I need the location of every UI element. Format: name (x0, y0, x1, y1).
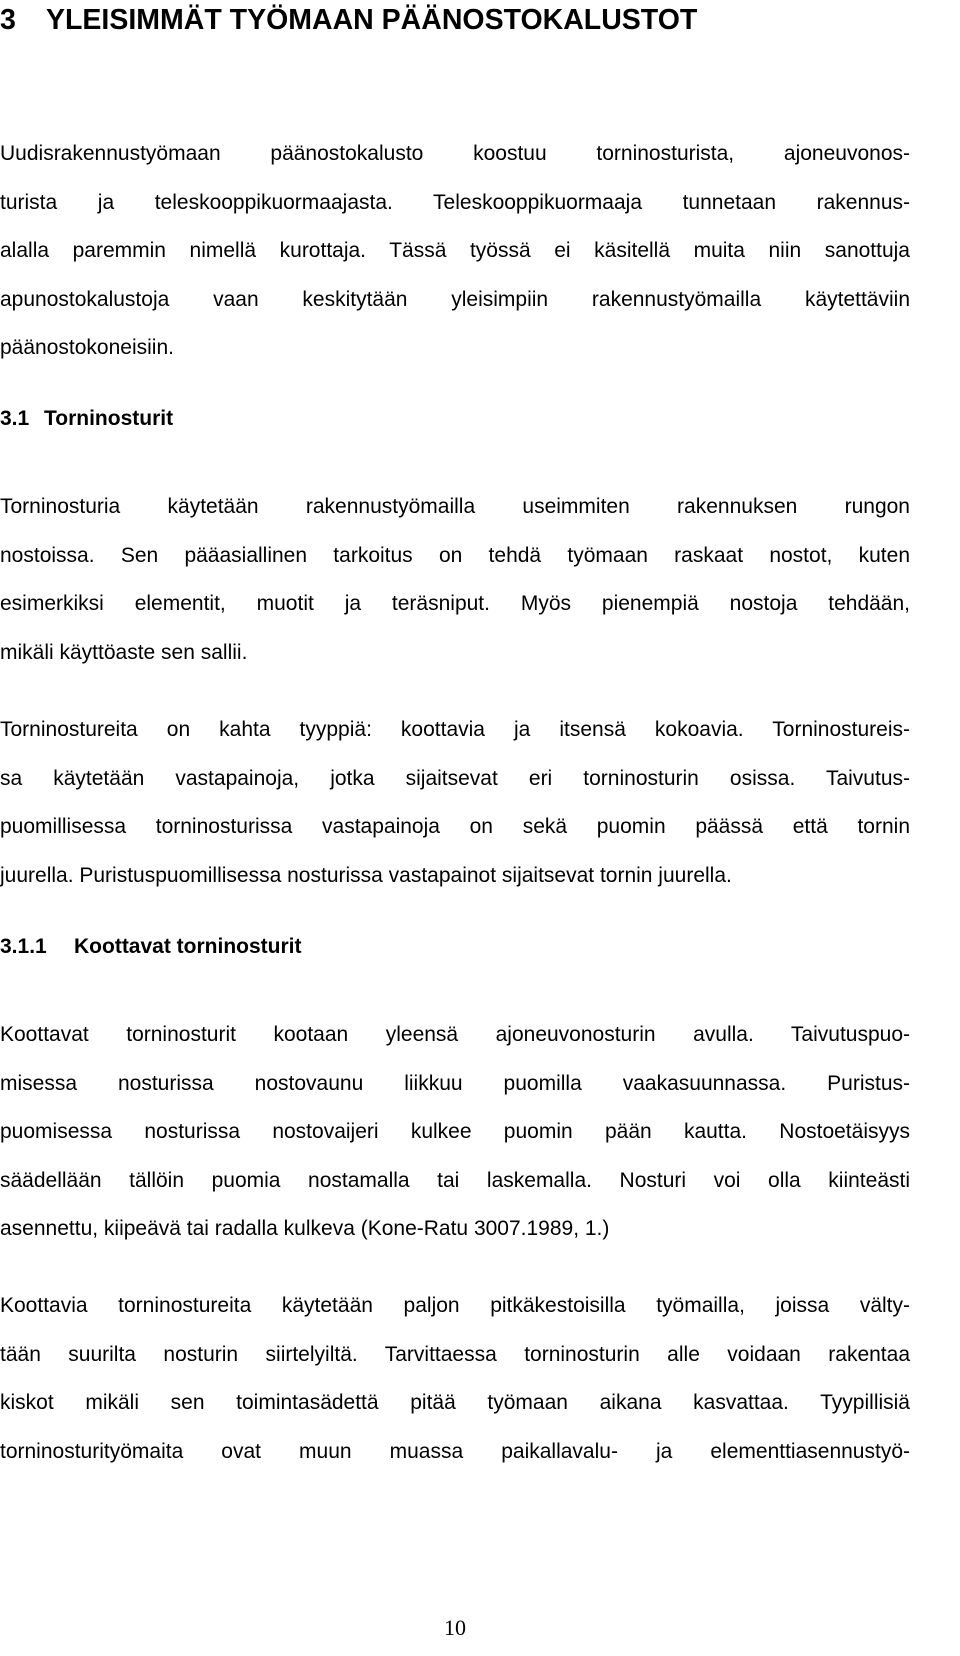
torninosturit-paragraph-1 (0, 492, 910, 686)
chapter-number: 3 (0, 4, 16, 36)
paragraph-line: alalla paremmin nimellä kurottaja. Tässä työssä ei käsitellä muita niin sanottuja (0, 239, 910, 263)
paragraph-line: Koottavia torninostureita käytetään paljon pitkäkestoisilla työmailla, joissa välty- (0, 1294, 910, 1317)
paragraph-line: turista ja teleskooppikuormaajasta. Teleskooppikuormaaja tunnetaan rakennus- (0, 190, 910, 214)
paragraph-line: apunostokalustoja vaan keskitytään yleisimpiin rakennustyömailla käytettäviin (0, 287, 910, 311)
paragraph-line: Koottavat torninosturit kootaan yleensä ajoneuvonosturin avulla. Taivutuspuo- (0, 1023, 910, 1046)
paragraph-line: päänostokoneisiin. (0, 336, 174, 360)
section-title: Torninosturit (44, 407, 174, 430)
chapter-title: YLEISIMMÄT TYÖMAAN PÄÄNOSTOKALUSTOT (46, 4, 698, 36)
koottavat-paragraph-2 (0, 1291, 910, 1485)
torninosturit-paragraph-2 (0, 715, 910, 909)
section-heading-3-1-1 (0, 932, 301, 962)
page-number: 10 (444, 1615, 466, 1640)
paragraph-line: esimerkiksi elementit, muotit ja teräsniput. Myös pienempiä nostoja tehdään, (0, 592, 910, 616)
section-heading-3-1 (0, 404, 173, 434)
paragraph-line: sa käytetään vastapainoja, jotka sijaitsevat eri torninosturin osissa. Taivutus- (0, 766, 910, 790)
section-number: 3.1 (0, 407, 30, 430)
paragraph-line: puomillisessa torninosturissa vastapainoja on sekä puomin päässä että tornin (0, 815, 910, 839)
section-title: Koottavat torninosturit (74, 935, 302, 958)
paragraph-line: säädellään tällöin puomia nostamalla tai laskemalla. Nosturi voi olla kiinteästi (0, 1168, 910, 1192)
paragraph-line: Torninosturia käytetään rakennustyömailla useimmiten rakennuksen rungon (0, 495, 910, 518)
koottavat-paragraph-1 (0, 1020, 910, 1263)
chapter-heading (0, 2, 940, 38)
paragraph-line: mikäli käyttöaste sen sallii. (0, 640, 248, 664)
paragraph-line: torninosturityömaita ovat muun muassa paikallavalu- ja elementtiasennustyö- (0, 1439, 910, 1463)
paragraph-line: Uudisrakennustyömaan päänostokalusto koostuu torninosturista, ajoneuvonos- (0, 142, 910, 165)
paragraph-line: kiskot mikäli sen toimintasädettä pitää työmaan aikana kasvattaa. Tyypillisiä (0, 1391, 910, 1415)
intro-paragraph (0, 139, 910, 382)
paragraph-line: misessa nosturissa nostovaunu liikkuu puomilla vaakasuunnassa. Puristus- (0, 1071, 910, 1095)
paragraph-line: nostoissa. Sen pääasiallinen tarkoitus on tehdä työmaan raskaat nostot, kuten (0, 543, 910, 567)
paragraph-line: Torninostureita on kahta tyyppiä: koottavia ja itsensä kokoavia. Torninostureis- (0, 718, 910, 741)
paragraph-line: juurella. Puristuspuomillisessa nosturissa vastapainot sijaitsevat tornin juurella. (0, 863, 732, 887)
paragraph-line: puomisessa nosturissa nostovaijeri kulkee puomin pään kautta. Nostoetäisyys (0, 1120, 910, 1144)
paragraph-line: tään suurilta nosturin siirtelyiltä. Tarvittaessa torninosturin alle voidaan rakentaa (0, 1342, 910, 1366)
paragraph-line: asennettu, kiipeävä tai radalla kulkeva (Kone-Ratu 3007.1989, 1.) (0, 1217, 610, 1241)
section-number: 3.1.1 (0, 935, 47, 958)
